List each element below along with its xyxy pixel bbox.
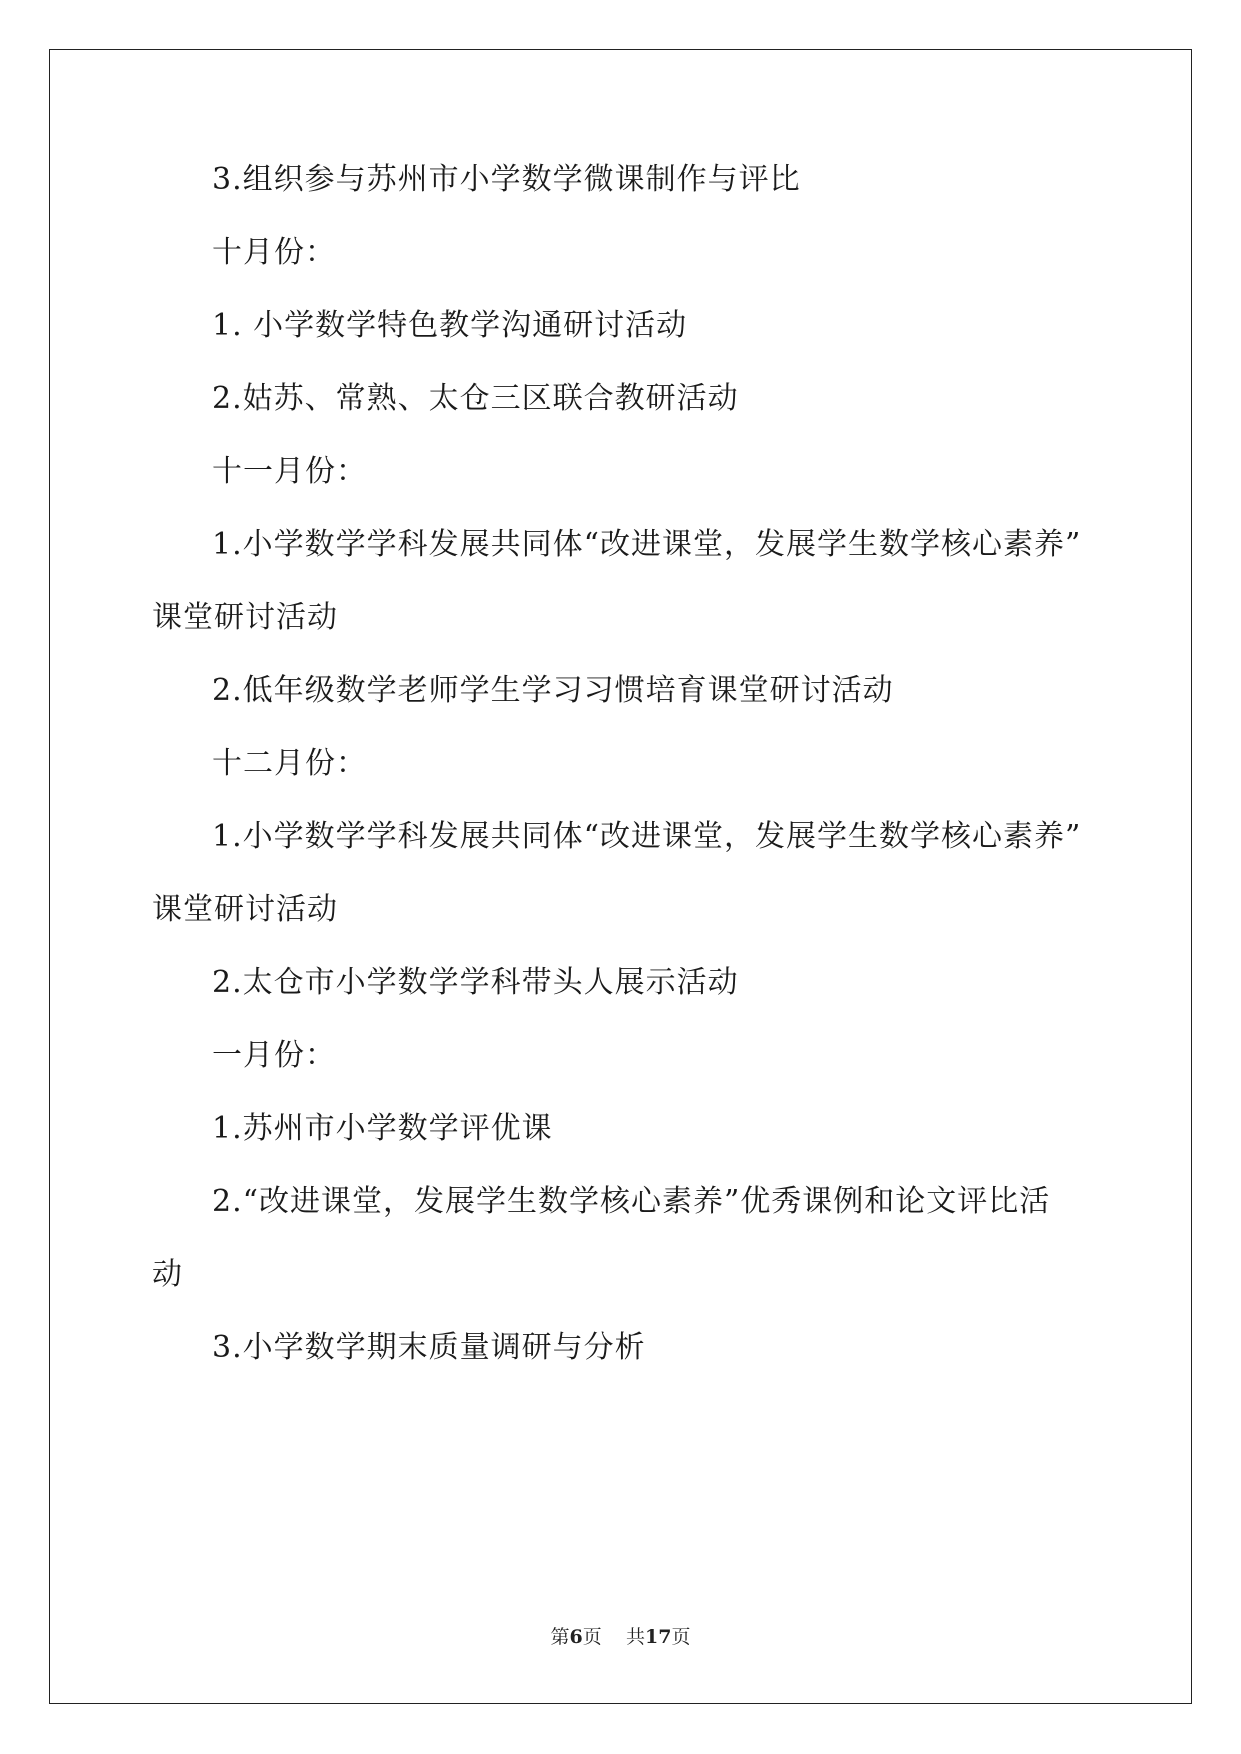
paragraph: 3.组织参与苏州市小学数学微课制作与评比	[212, 162, 801, 197]
page-prefix: 第	[550, 1626, 570, 1648]
total-pages: 17	[644, 1626, 672, 1648]
paragraph-continuation: 课堂研讨活动	[152, 600, 338, 635]
document-body	[152, 160, 1112, 1368]
month-heading: 十二月份：	[212, 746, 367, 781]
page-suffix: 页	[582, 1626, 602, 1648]
month-heading: 十月份：	[212, 235, 336, 270]
month-heading: 一月份：	[212, 1038, 336, 1073]
paragraph: 2.太仓市小学数学学科带头人展示活动	[212, 965, 739, 1000]
page-footer	[0, 1622, 1241, 1649]
paragraph: 2.低年级数学老师学生学习习惯培育课堂研讨活动	[212, 673, 894, 708]
paragraph: 1.苏州市小学数学评优课	[212, 1111, 553, 1146]
page-number: 6	[569, 1626, 583, 1648]
total-prefix: 共	[625, 1626, 645, 1648]
paragraph: 1.小学数学学科发展共同体“改进课堂，发展学生数学核心素养”	[212, 819, 1082, 854]
paragraph: 2.姑苏、常熟、太仓三区联合教研活动	[212, 381, 739, 416]
paragraph-continuation: 课堂研讨活动	[152, 892, 338, 927]
total-suffix: 页	[671, 1626, 691, 1648]
paragraph-continuation: 动	[152, 1257, 183, 1292]
paragraph: 1. 小学数学特色教学沟通研讨活动	[212, 308, 688, 343]
paragraph: 3.小学数学期末质量调研与分析	[212, 1330, 646, 1365]
paragraph: 1.小学数学学科发展共同体“改进课堂，发展学生数学核心素养”	[212, 527, 1082, 562]
month-heading: 十一月份：	[212, 454, 367, 489]
paragraph: 2.“改进课堂，发展学生数学核心素养”优秀课例和论文评比活	[212, 1184, 1051, 1219]
